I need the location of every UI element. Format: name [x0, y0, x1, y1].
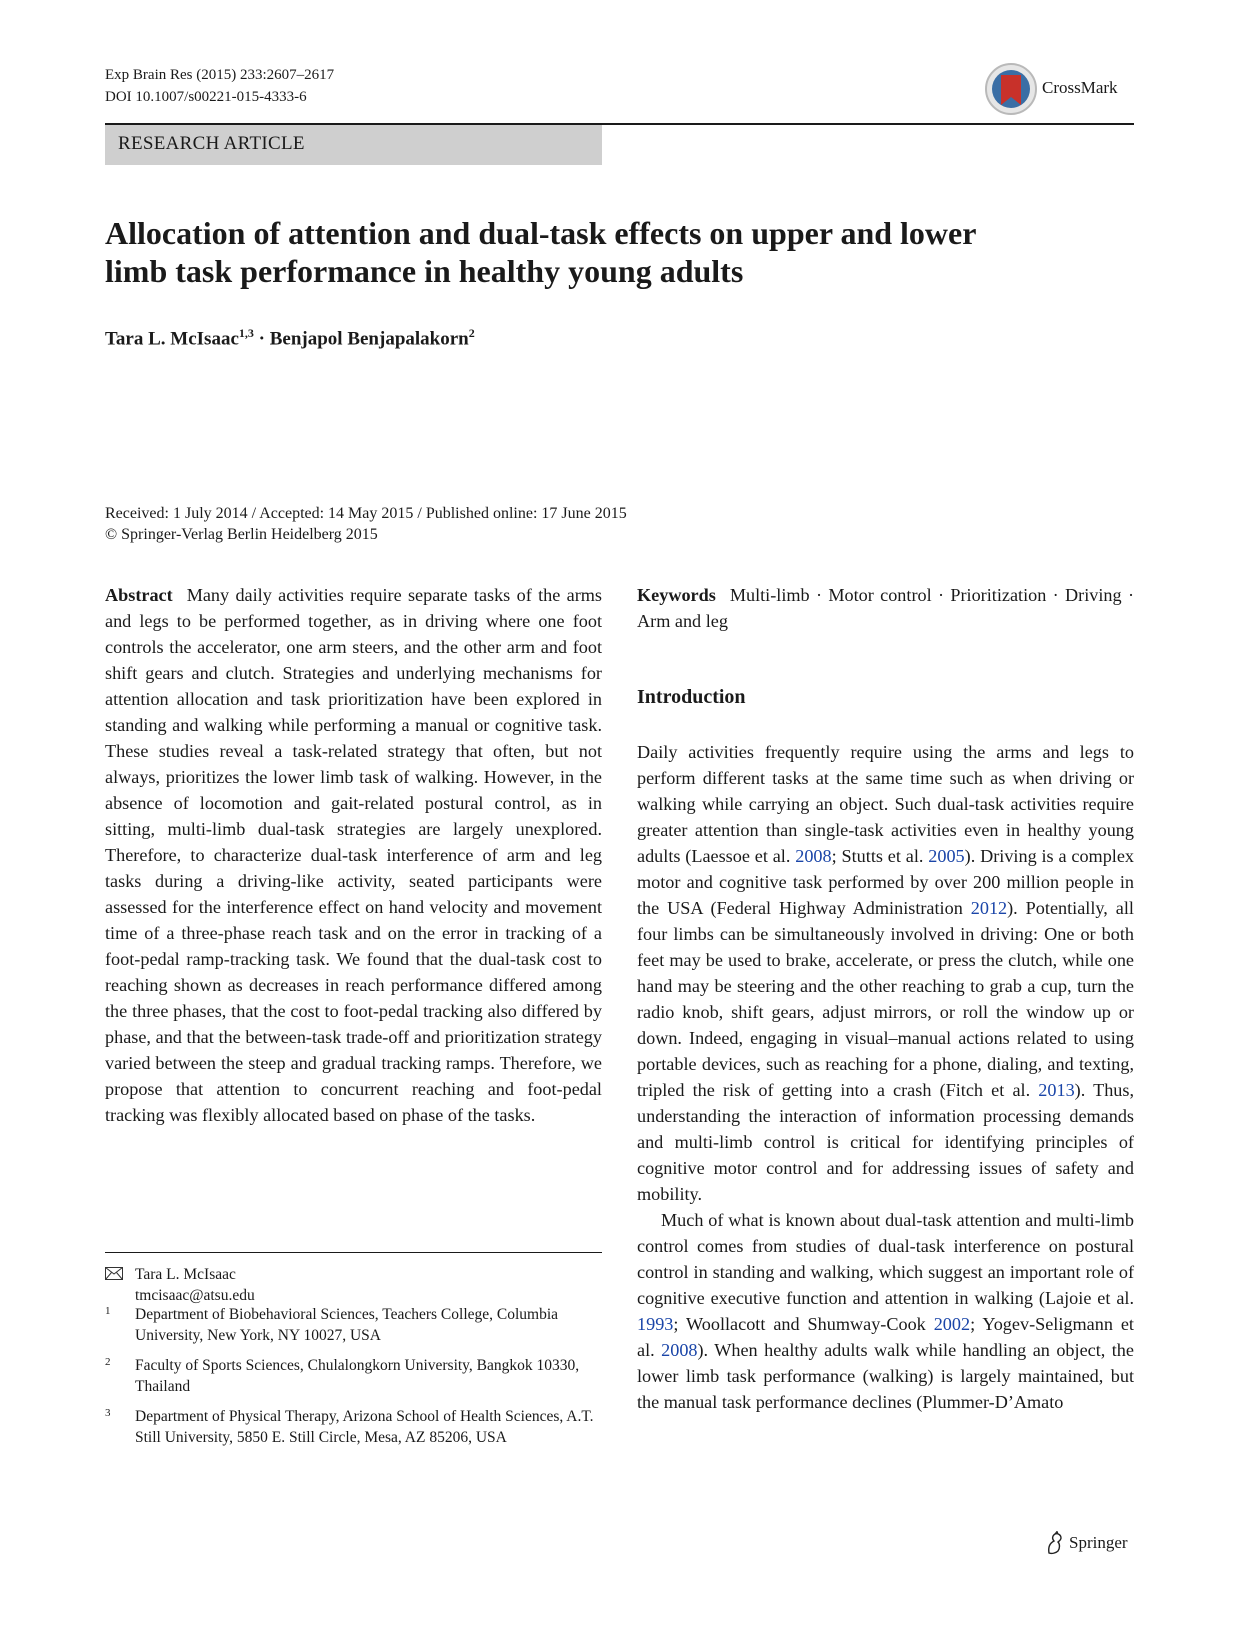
citation-link[interactable]: 2008	[661, 1340, 698, 1360]
title-line-1: Allocation of attention and dual-task effects on upper and lower	[105, 215, 977, 251]
journal-citation: Exp Brain Res (2015) 233:2607–2617	[105, 67, 335, 83]
article-type-label: RESEARCH ARTICLE	[118, 133, 305, 154]
article-title	[105, 214, 1065, 290]
corresponding-author	[105, 1264, 605, 1306]
publication-dates	[105, 503, 627, 545]
text-run: ). Driving is a complex motor and cognitive task performed by over 200 million people in the USA (Federal Highway Administration	[637, 846, 1135, 918]
introduction-body	[637, 739, 1134, 1415]
abstract	[105, 582, 602, 1128]
article-type-banner	[105, 125, 602, 165]
text-run: Daily activities frequently require using the arms and legs to perform different tasks at the same time such as when driving or walking while carrying an object. Such dual-task activities require greater attention than single-task activities even in healthy young adults (Laessoe et al.	[637, 742, 1134, 866]
corresponding-author-email[interactable]: tmcisaac@atsu.edu	[135, 1287, 255, 1304]
doi-line: DOI 10.1007/s00221-015-4333-6	[105, 89, 307, 105]
author-name: Tara L. McIsaac	[105, 328, 239, 350]
affiliation	[105, 1304, 605, 1346]
affiliation	[105, 1355, 605, 1397]
citation-link[interactable]: 2013	[1038, 1080, 1075, 1100]
affiliation-text: Department of Physical Therapy, Arizona School of Health Sciences, A.T. Still University, 5850 E. Still Circle, Mesa, AZ 85206, USA	[135, 1408, 594, 1446]
title-line-2: limb task performance in healthy young adults	[105, 253, 744, 289]
text-run: ). Potentially, all four limbs can be simultaneously involved in driving: One or both feet may be used to brake, accelerate, or press the clutch, while one hand may be steering and the other reaching to grab a cup, turn the radio knob, shift gears, adjust mirrors, or roll the window up or down. Indeed, engaging in visual–manual actions related to using portable devices, such as reaching for a phone, dialing, and texting, tripled the risk of getting into a crash (Fitch et al.	[637, 898, 1134, 1100]
affiliation-number: 2	[105, 1356, 111, 1368]
citation-link[interactable]: 2012	[970, 898, 1008, 918]
text-run: Much of what is known about dual-task attention and multi-limb control comes from studies of dual-task interference on postural control in standing and walking, which suggest an important role of cognitive executive function and attention in walking (Lajoie et al.	[637, 1210, 1134, 1308]
text-run: ). Thus, understanding the interaction of information processing demands and multi-limb control is critical for identifying principles of cognitive motor control and for addressing issues of safety and mobility.	[637, 1080, 1135, 1204]
author-list	[105, 326, 475, 350]
affiliation-number: 1	[105, 1305, 111, 1317]
copyright-line: © Springer-Verlag Berlin Heidelberg 2015	[105, 526, 378, 543]
abstract-text: Many daily activities require separate tasks of the arms and legs to be performed together, as in driving where one foot controls the accelerator, one arm steers, and the other arm and foot shift gears and clutch. Strategies and underlying mechanisms for attention allocation and task prioritization have been explored in standing and walking while performing a manual or cognitive task. These studies reveal a task-related strategy that often, but not always, prioritizes the lower limb task of walking. However, in the absence of locomotion and gait-related postural control, as in sitting, multi-limb dual-task strategies are largely unexplored. Therefore, to characterize dual-task interference of arm and leg tasks during a driving-like activity, seated participants were assessed for the interference effect on hand velocity and movement time of a three-phase reach task and on the error in tracking of a foot-pedal ramp-tracking task. We found that the dual-task cost to reaching shown as decreases in reach performance differed among the three phases, that the cost to foot-pedal tracking also differed by phase, and that the between-task trade-off and prioritization strategy varied between the steep and gradual tracking ramps. Therefore, we propose that attention to concurrent reaching and foot-pedal tracking was flexibly allocated based on phase of the tasks.	[105, 585, 602, 1125]
journal-header	[105, 64, 334, 108]
springer-horse-icon	[1045, 1531, 1065, 1555]
abstract-label: Abstract	[105, 585, 173, 605]
crossmark-badge[interactable]	[984, 62, 1134, 116]
crossmark-label: CrossMark	[1042, 78, 1118, 97]
citation-link[interactable]: 2002	[933, 1314, 971, 1334]
history-line: Received: 1 July 2014 / Accepted: 14 May 2015 / Published online: 17 June 2015	[105, 505, 627, 522]
publisher-name: Springer	[1069, 1533, 1128, 1552]
text-run: ; Woollacott and Shumway-Cook	[673, 1314, 934, 1334]
affiliation-text: Faculty of Sports Sciences, Chulalongkorn University, Bangkok 10330, Thailand	[135, 1357, 580, 1395]
keywords	[637, 582, 1134, 634]
footnote-rule	[105, 1252, 602, 1253]
section-heading-introduction: Introduction	[637, 686, 746, 708]
intro-paragraph	[637, 739, 1134, 1207]
citation-link[interactable]: 2008	[795, 846, 832, 866]
author-affiliation-marker: 1,3	[238, 326, 254, 340]
author-name: Benjapol Benjapalakorn	[269, 328, 469, 350]
author-separator: ·	[253, 328, 270, 350]
corresponding-author-name: Tara L. McIsaac	[135, 1266, 236, 1283]
text-run: ; Yogev-Seligmann et al.	[637, 1314, 1134, 1360]
publisher-logo	[1045, 1531, 1145, 1557]
keywords-text: Multi-limb · Motor control · Prioritization · Driving · Arm and leg	[637, 585, 1134, 631]
affiliation-number: 3	[105, 1407, 111, 1419]
citation-link[interactable]: 2005	[928, 846, 965, 866]
crossmark-logo	[984, 62, 1038, 116]
envelope-icon	[105, 1267, 123, 1280]
affiliation	[105, 1406, 605, 1448]
citation-link[interactable]: 1993	[637, 1314, 674, 1334]
text-run: ; Stutts et al.	[831, 846, 929, 866]
keywords-label: Keywords	[637, 585, 716, 605]
intro-paragraph	[637, 1207, 1134, 1415]
author-affiliation-marker: 2	[468, 326, 475, 340]
text-run: ). When healthy adults walk while handling an object, the lower limb task performance (walking) is largely maintained, but the manual task performance declines (Plummer-D’Amato	[637, 1340, 1134, 1412]
affiliation-text: Department of Biobehavioral Sciences, Teachers College, Columbia University, New York, NY 10027, USA	[135, 1306, 559, 1344]
